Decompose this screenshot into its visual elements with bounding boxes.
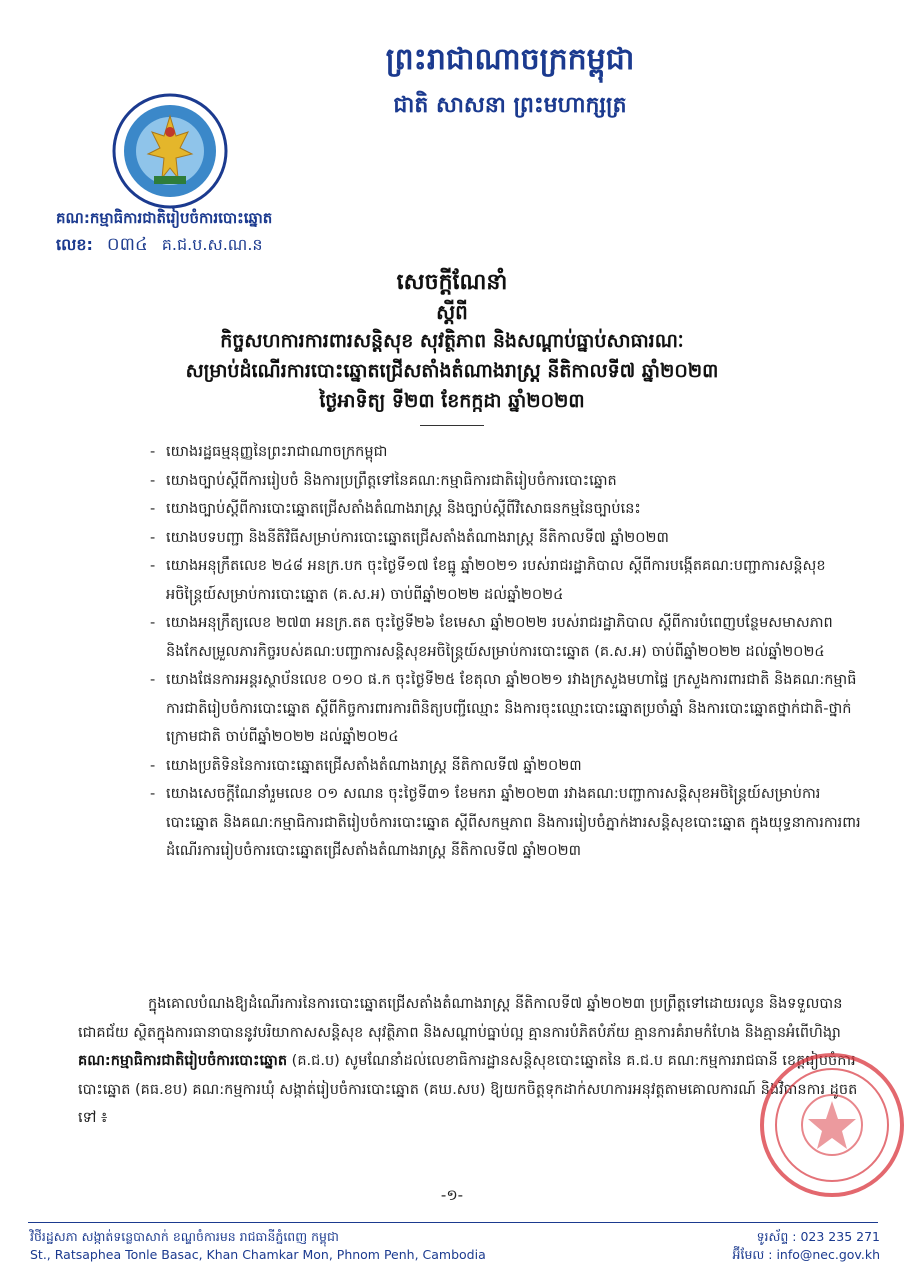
purpose-text-end: (គ.ជ.ប) សូមណែនាំដល់លេខាធិការដ្ឋានសន្តិសុខបោះឆ្នោតនៃ គ.ជ.ប គណ:កម្មការរាជធានី ខេត្តរៀបចំការបោះឆ្នោត (គធ.ខប) គណ:កម្មការឃុំ សង្កាត់រៀបចំការបោះឆ្នោត (គឃ.សប) ឱ្យយកចិត្តទុកដាក់សហការអនុវត្តតាមគោលការណ៍ និងវិធានការ ដូចតទៅ ៖ bbox=[78, 1053, 858, 1126]
official-red-seal bbox=[752, 1045, 904, 1197]
reference-item: - យោងសេចក្ដីណែនាំរួមលេខ ០១ សណន ចុះថ្ងៃទី៣១ ខែមករា ឆ្នាំ២០២៣ រវាងគណ:បញ្ជាការសន្តិសុខអចិន្ត្រៃយ៍សម្រាប់ការបោះឆ្នោត និងគណ:កម្មាធិការជាតិរៀបចំការបោះឆ្នោត ស្ដីពីសកម្មភាព និងការរៀបចំភ្នាក់ងារសន្តិសុខបោះឆ្នោត ក្នុងយុទ្ធនាការការពារដំណើរការរៀបចំការបោះឆ្នោតជ្រើសតាំងតំណាងរាស្ត្រ នីតិកាលទី៧ ឆ្នាំ២០២៣ bbox=[150, 780, 870, 866]
reference-item: - យោងអនុក្រឹតលេខ ២៤៨ អនក្រ.បក ចុះថ្ងៃទី១៧ ខែធ្នូ ឆ្នាំ២០២១ របស់រាជរដ្ឋាភិបាល ស្ដីពីការបង្កើតគណ:បញ្ជាការសន្តិសុខអចិន្ត្រៃយ៍សម្រាប់ការបោះឆ្នោត (គ.ស.អ) ចាប់ពីឆ្នាំ២០២២ ដល់ឆ្នាំ២០២៤ bbox=[150, 552, 870, 609]
reference-label: លេខ: bbox=[56, 235, 93, 254]
reference-number: ០៣៤ bbox=[106, 234, 148, 255]
footer-address-khmer: វិថីរដ្ឋសភា សង្កាត់ទន្លេបាសាក់ ខណ្ឌចំការមន រាជធានីភ្នំពេញ កម្ពុជា bbox=[30, 1229, 339, 1244]
reference-item: - យោងច្បាប់ស្ដីពីការរៀបចំ និងការប្រព្រឹត្តទៅនៃគណ:កម្មាធិការជាតិរៀបចំការបោះឆ្នោត bbox=[150, 467, 870, 496]
reference-item: - យោងផែនការអន្តរស្ថាប័នលេខ ០១០ ផ.ក ចុះថ្ងៃទី២៥ ខែតុលា ឆ្នាំ២០២១ រវាងក្រសួងមហាផ្ទៃ ក្រសួងការពារជាតិ និងគណ:កម្មាធិការជាតិរៀបចំការបោះឆ្នោត ស្ដីពីកិច្ចការពារការពិនិត្យបញ្ជីឈ្មោះ និងការចុះឈ្មោះបោះឆ្នោតប្រចាំឆ្នាំ និងការបោះឆ្នោតថ្នាក់ជាតិ-ថ្នាក់ក្រោមជាតិ ចាប់ពីឆ្នាំ២០២២ ដល់ឆ្នាំ២០២៤ bbox=[150, 666, 870, 752]
organization-name: គណ:កម្មាធិការជាតិរៀបចំការបោះឆ្នោត bbox=[56, 209, 273, 227]
reference-item: - យោងប្រតិទិននៃការបោះឆ្នោតជ្រើសតាំងតំណាងរាស្ត្រ នីតិកាលទី៧ ឆ្នាំ២០២៣ bbox=[150, 752, 870, 781]
national-motto: ជាតិ សាសនា ព្រះមហាក្សត្រ bbox=[393, 92, 627, 118]
footer-contact bbox=[640, 1228, 880, 1264]
document-subject-line-1: កិច្ចសហការការពារសន្តិសុខ សុវត្ថិភាព និងសណ្ដាប់ធ្នាប់សាធារណៈ bbox=[220, 330, 684, 352]
reference-code: គ.ជ.ប.ស.ណ.ន bbox=[161, 235, 263, 254]
nec-emblem-logo bbox=[110, 92, 230, 210]
footer-email: អ៊ីមែល : info@nec.gov.kh bbox=[732, 1247, 880, 1262]
kingdom-title: ព្រះរាជាណាចក្រកម្ពុជា bbox=[385, 42, 635, 77]
reference-item: - យោងបទបញ្ជា និងនីតិវិធីសម្រាប់ការបោះឆ្នោតជ្រើសតាំងតំណាងរាស្ត្រ នីតិកាលទី៧ ឆ្នាំ២០២៣ bbox=[150, 524, 870, 553]
purpose-text-bold-org: គណ:កម្មាធិការជាតិរៀបចំការបោះឆ្នោត bbox=[78, 1053, 288, 1069]
references-list bbox=[150, 438, 870, 866]
reference-item: - យោងច្បាប់ស្ដីពីការបោះឆ្នោតជ្រើសតាំងតំណាងរាស្ត្រ និងច្បាប់ស្ដីពីវិសោធនកម្មនៃច្បាប់នេះ bbox=[150, 495, 870, 524]
reference-number-row bbox=[56, 234, 396, 256]
footer-address bbox=[30, 1228, 550, 1264]
document-date-line: ថ្ងៃអាទិត្យ ទី២៣ ខែកក្កដា ឆ្នាំ២០២៣ bbox=[319, 390, 585, 412]
reference-item: - យោងអនុក្រឹត្យលេខ ២៧៣ អនក្រ.តត ចុះថ្ងៃទី២៦ ខែមេសា ឆ្នាំ២០២២ របស់រាជរដ្ឋាភិបាល ស្ដីពីការបំពេញបន្ថែមសមាសភាព និងកែសម្រួលភារកិច្ចរបស់គណ:បញ្ជាការសន្តិសុខអចិន្ត្រៃយ៍សម្រាប់ការបោះឆ្នោត (គ.ស.អ) ចាប់ពីឆ្នាំ២០២២ ដល់ឆ្នាំ២០២៤ bbox=[150, 609, 870, 666]
document-subtitle-about: ស្ដីពី bbox=[436, 300, 468, 324]
footer-phone: ទូរស័ព្ទ : 023 235 271 bbox=[756, 1229, 880, 1244]
reference-item: - យោងរដ្ឋធម្មនុញ្ញនៃព្រះរាជាណាចក្រកម្ពុជា bbox=[150, 438, 870, 467]
title-divider bbox=[420, 425, 484, 426]
purpose-text-start: ក្នុងគោលបំណងឱ្យដំណើរការនៃការបោះឆ្នោតជ្រើសតាំងតំណាងរាស្ត្រ នីតិកាលទី៧ ឆ្នាំ២០២៣ ប្រព្រឹត្តទៅដោយរលូន និងទទួលបានជោគជ័យ ស្ថិតក្នុងការធានាបាននូវបរិយាកាសសន្តិសុខ សុវត្ថិភាព និងសណ្ដាប់ធ្នាប់ល្អ គ្មានការបំភិតបំភ័យ គ្មានការគំរាមកំហែង និងគ្មានអំពើហិង្សា bbox=[78, 996, 843, 1041]
document-title-block bbox=[120, 268, 784, 416]
page-number: -១- bbox=[440, 1186, 464, 1204]
footer-divider bbox=[28, 1222, 878, 1223]
document-subject-line-2: សម្រាប់ដំណើរការបោះឆ្នោតជ្រើសតាំងតំណាងរាស្ត្រ នីតិកាលទី៧ ឆ្នាំ២០២៣ bbox=[185, 360, 719, 382]
document-title: សេចក្ដីណែនាំ bbox=[396, 270, 508, 295]
footer-address-english: St., Ratsaphea Tonle Basac, Khan Chamkar Mon, Phnom Penh, Cambodia bbox=[30, 1247, 486, 1262]
